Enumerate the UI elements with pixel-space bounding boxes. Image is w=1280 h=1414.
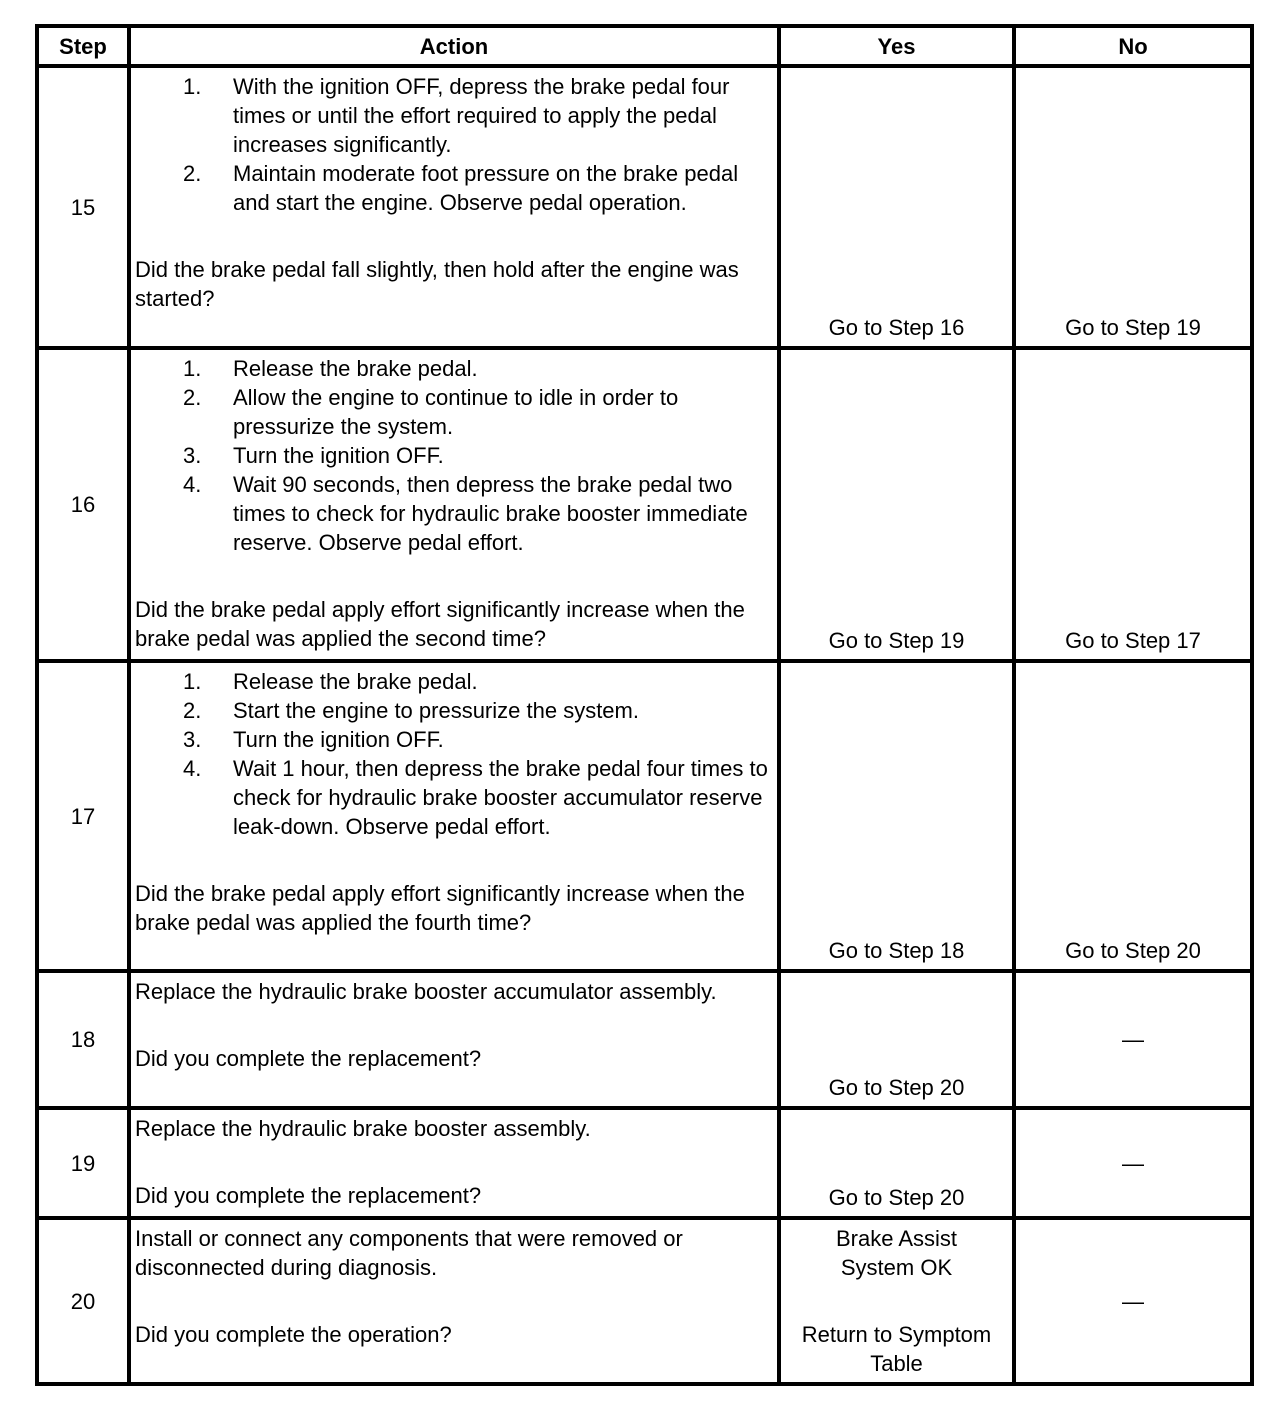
action-steps [135, 667, 771, 841]
action-steps [135, 72, 771, 217]
step-number: 16 [37, 348, 129, 661]
action-question: Did the brake pedal fall slightly, then hold after the engine was started? [135, 257, 739, 311]
step-number: 18 [37, 971, 129, 1108]
list-item: 4. Wait 90 seconds, then depress the brake pedal two times to check for hydraulic brake booster immediate reserve. Observe pedal effort. [183, 472, 748, 555]
list-item: 2. Start the engine to pressurize the system. [183, 698, 639, 723]
action-question: Did you complete the replacement? [135, 1183, 482, 1208]
action-question: Did the brake pedal apply effort significantly increase when the brake pedal was applied the second time? [135, 597, 745, 651]
action-cell [129, 1108, 779, 1218]
table-row [37, 661, 1252, 971]
no-result: Go to Step 20 [1014, 661, 1252, 971]
action-cell [129, 971, 779, 1108]
action-question: Did the brake pedal apply effort significantly increase when the brake pedal was applied the fourth time? [135, 881, 745, 935]
no-result: Go to Step 19 [1014, 66, 1252, 348]
action-steps [135, 354, 771, 557]
yes-result: Go to Step 20 [779, 971, 1014, 1108]
list-item: 1. Release the brake pedal. [183, 669, 478, 694]
yes-result: Go to Step 19 [779, 348, 1014, 661]
header-row [37, 26, 1252, 66]
no-result: Go to Step 17 [1014, 348, 1252, 661]
table-row [37, 1218, 1252, 1384]
action-question: Did you complete the operation? [135, 1322, 452, 1347]
header-no: No [1014, 26, 1252, 66]
list-item: 2. Allow the engine to continue to idle in order to pressurize the system. [183, 385, 679, 439]
header-step: Step [37, 26, 129, 66]
no-result: — [1014, 971, 1252, 1108]
no-result: — [1014, 1218, 1252, 1384]
list-item: 2. Maintain moderate foot pressure on the brake pedal and start the engine. Observe pedal operation. [183, 161, 739, 215]
action-cell [129, 66, 779, 348]
yes-result: Go to Step 18 [779, 661, 1014, 971]
no-result: — [1014, 1108, 1252, 1218]
action-text: Install or connect any components that were removed or disconnected during diagnosis. [135, 1226, 683, 1280]
yes-result: Go to Step 20 [779, 1108, 1014, 1218]
header-action: Action [129, 26, 779, 66]
yes-result [779, 1218, 1014, 1384]
action-text: Replace the hydraulic brake booster accumulator assembly. [135, 979, 717, 1004]
action-text: Replace the hydraulic brake booster assembly. [135, 1116, 591, 1141]
yes-result: Go to Step 16 [779, 66, 1014, 348]
yes-result-line: Return to Symptom Table [801, 1322, 992, 1376]
list-item: 1. Release the brake pedal. [183, 356, 478, 381]
step-number: 15 [37, 66, 129, 348]
step-number: 20 [37, 1218, 129, 1384]
list-item: 3. Turn the ignition OFF. [183, 443, 444, 468]
list-item: 1. With the ignition OFF, depress the brake pedal four times or until the effort required to apply the pedal increases significantly. [183, 74, 730, 157]
action-cell [129, 661, 779, 971]
yes-result-line: Brake Assist System OK [835, 1226, 958, 1280]
table-row [37, 348, 1252, 661]
action-cell [129, 348, 779, 661]
list-item: 4. Wait 1 hour, then depress the brake pedal four times to check for hydraulic brake booster accumulator reserve leak-down. Observe pedal effort. [183, 756, 768, 839]
list-item: 3. Turn the ignition OFF. [183, 727, 444, 752]
action-question: Did you complete the replacement? [135, 1046, 482, 1071]
table-row [37, 66, 1252, 348]
action-cell [129, 1218, 779, 1384]
step-number: 19 [37, 1108, 129, 1218]
step-number: 17 [37, 661, 129, 971]
header-yes: Yes [779, 26, 1014, 66]
table-row [37, 1108, 1252, 1218]
table-row [37, 971, 1252, 1108]
diagnostic-table [35, 24, 1254, 1386]
